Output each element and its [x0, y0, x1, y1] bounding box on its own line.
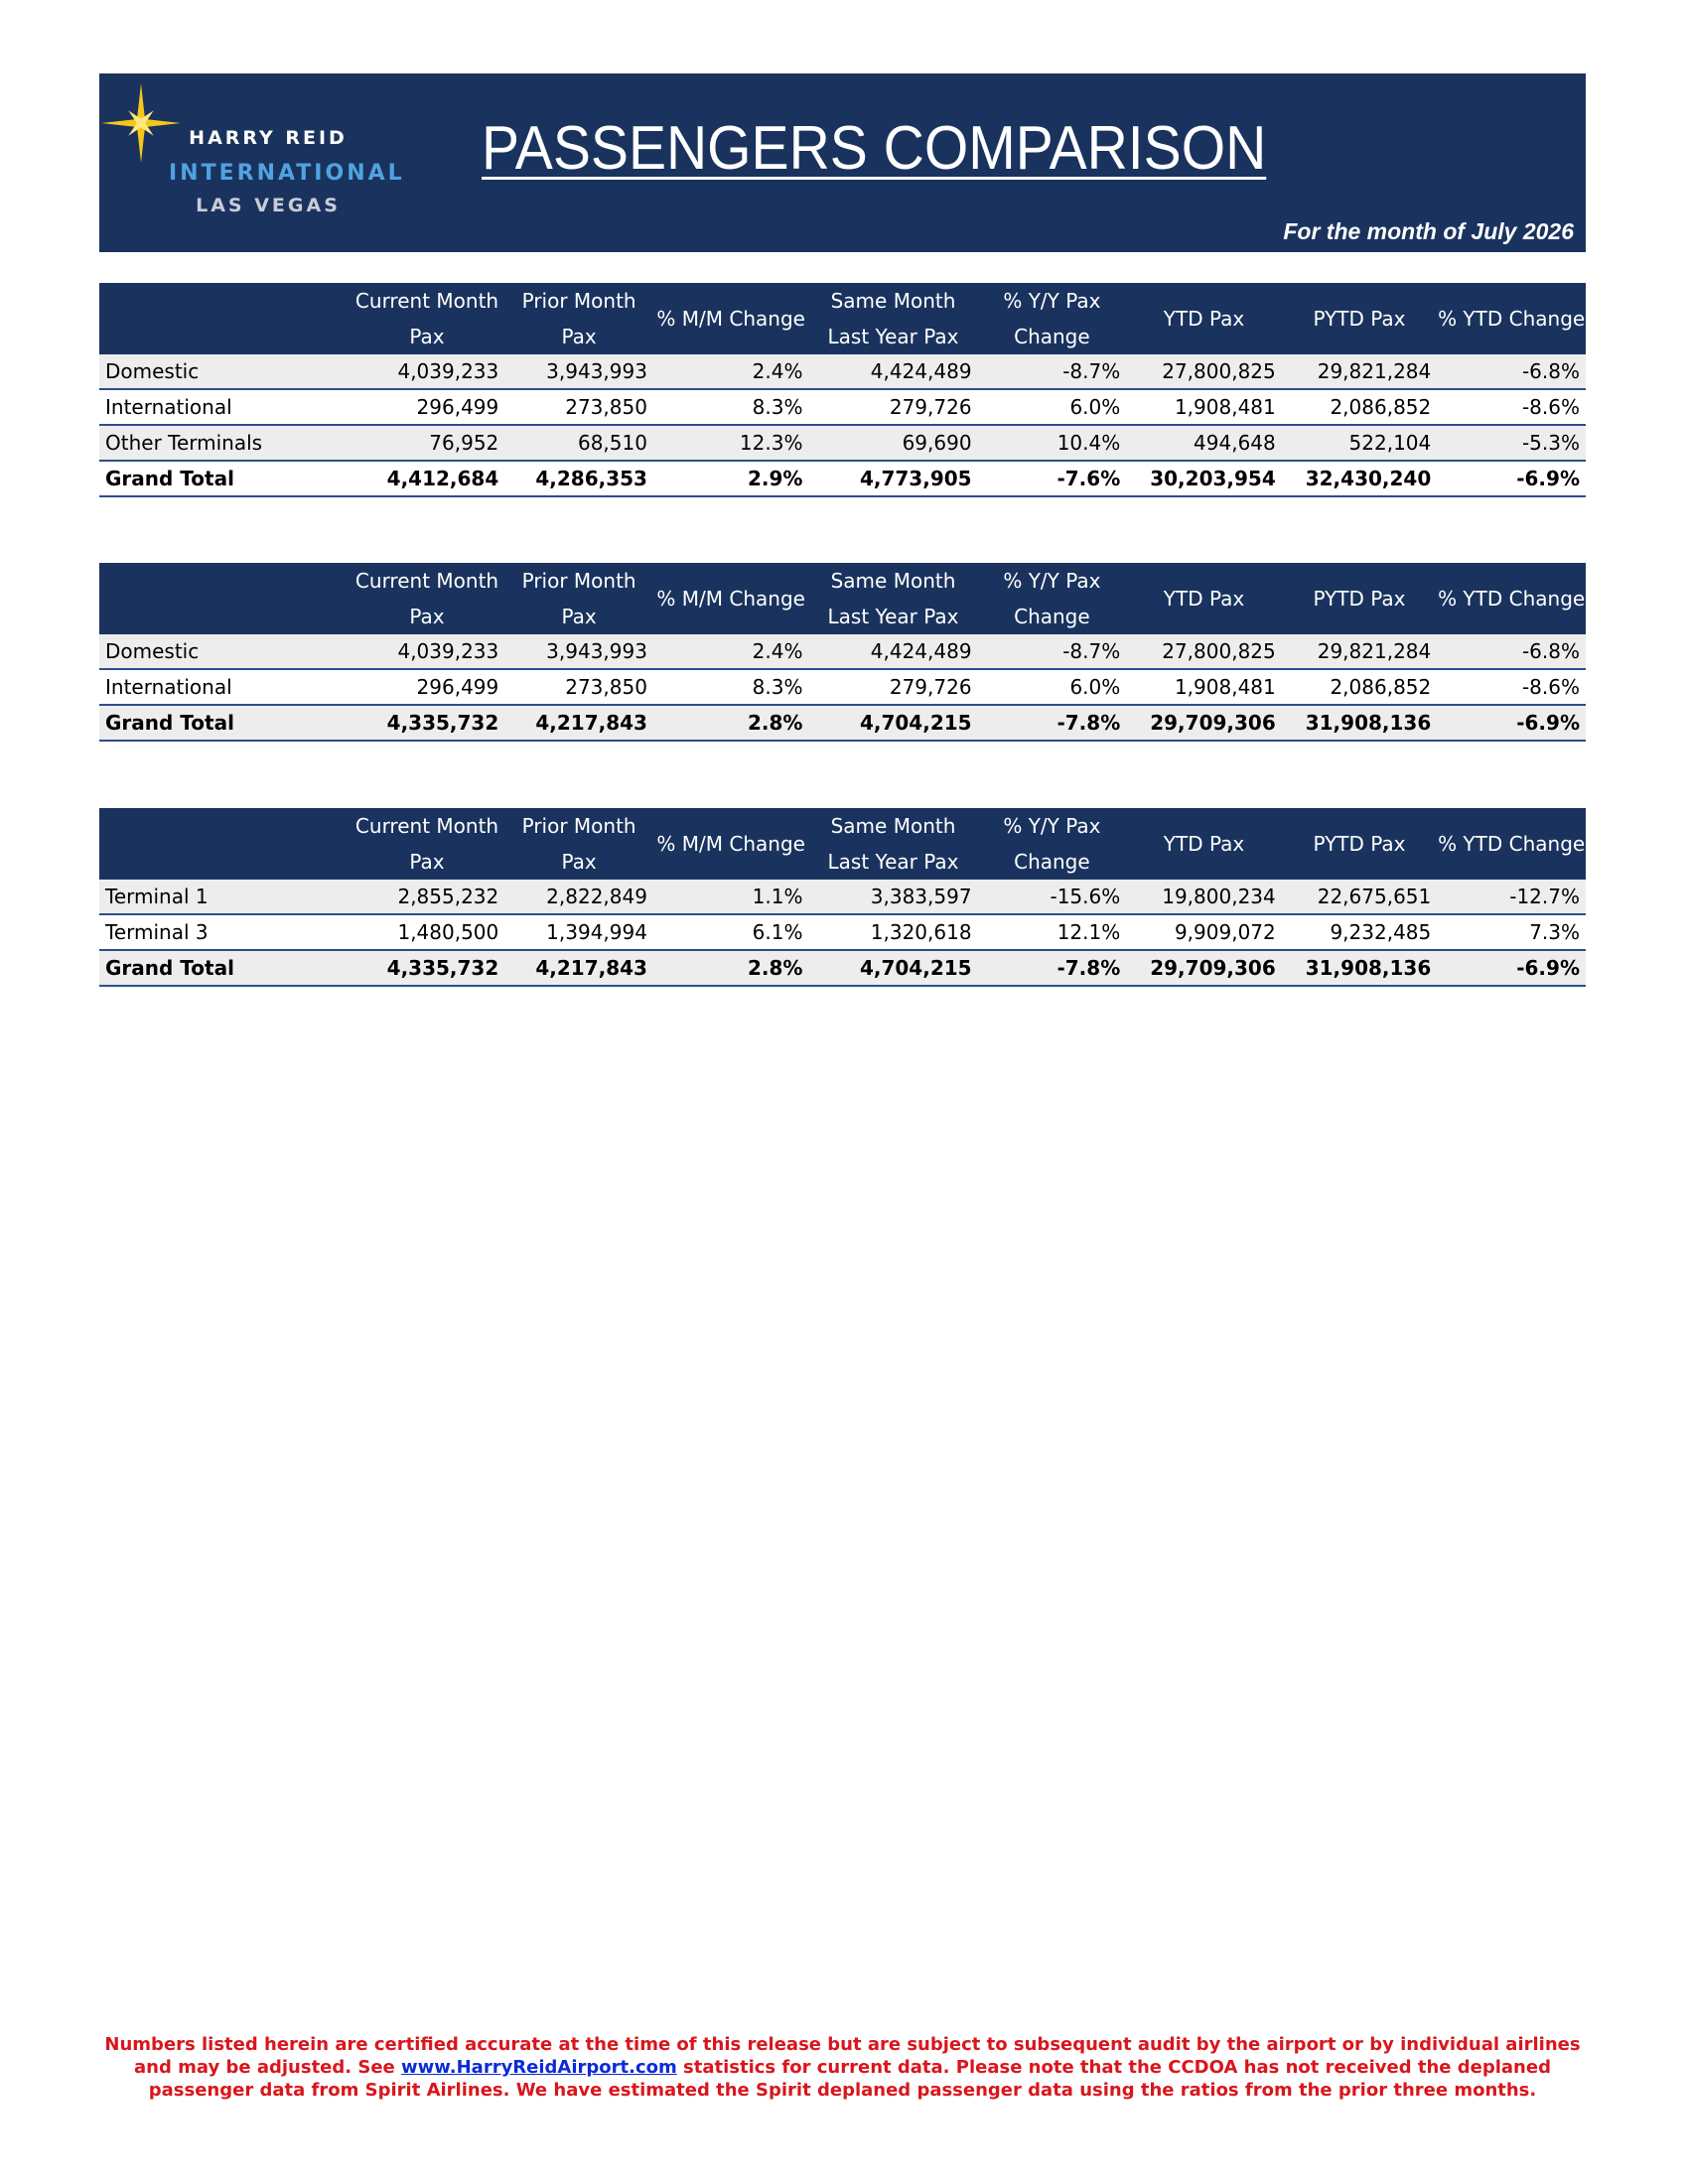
passengers-table-by-terminal — [99, 808, 1586, 987]
table-cell: 2.4% — [653, 354, 809, 389]
grand-total-cell: 31,908,136 — [1282, 950, 1438, 986]
column-header: % Y/Y Pax Change — [978, 808, 1127, 880]
column-header: YTD Pax — [1126, 283, 1282, 354]
table-cell: -8.7% — [978, 354, 1127, 389]
table-cell: 10.4% — [978, 425, 1127, 461]
table-cell: 3,943,993 — [504, 354, 653, 389]
table-cell: 6.1% — [653, 914, 809, 950]
row-label: Domestic — [99, 354, 350, 389]
table-cell: 273,850 — [504, 389, 653, 425]
column-header: % Y/Y Pax Change — [978, 563, 1127, 634]
grand-total-cell: 30,203,954 — [1126, 461, 1282, 496]
disclaimer-text-1: Numbers listed herein are certified accurate at the time of this release but are subject to subsequent audit by the airport or by individual airlines and may be adjusted. See — [104, 2034, 1581, 2078]
grand-total-cell: 2.8% — [653, 950, 809, 986]
grand-total-cell: 4,335,732 — [350, 705, 505, 741]
report-period: For the month of July 2026 — [1283, 218, 1574, 244]
table-cell: 1,480,500 — [350, 914, 505, 950]
column-header: % M/M Change — [653, 808, 809, 880]
table-row — [99, 914, 1586, 950]
grand-total-cell: 29,709,306 — [1126, 705, 1282, 741]
column-header: Prior Month Pax — [504, 563, 653, 634]
grand-total-cell: 4,217,843 — [504, 950, 653, 986]
table-cell: 12.3% — [653, 425, 809, 461]
column-header: % Y/Y Pax Change — [978, 283, 1127, 354]
column-header: % YTD Change — [1437, 283, 1586, 354]
table-cell: -12.7% — [1437, 880, 1586, 914]
table-header-row — [99, 808, 1586, 880]
table-cell: 27,800,825 — [1126, 354, 1282, 389]
grand-total-cell: 32,430,240 — [1282, 461, 1438, 496]
header-cell-blank — [99, 283, 350, 354]
table-cell: 8.3% — [653, 669, 809, 705]
table-cell: -8.6% — [1437, 669, 1586, 705]
grand-total-row — [99, 461, 1586, 496]
table-cell: 279,726 — [808, 389, 977, 425]
grand-total-cell: 2.8% — [653, 705, 809, 741]
row-label: International — [99, 389, 350, 425]
table-cell: 9,232,485 — [1282, 914, 1438, 950]
table-cell: -6.8% — [1437, 634, 1586, 669]
grand-total-cell: -6.9% — [1437, 705, 1586, 741]
column-header: % YTD Change — [1437, 808, 1586, 880]
table-cell: 1,908,481 — [1126, 669, 1282, 705]
grand-total-label: Grand Total — [99, 950, 350, 986]
header-cell-blank — [99, 808, 350, 880]
grand-total-row — [99, 950, 1586, 986]
grand-total-cell: 29,709,306 — [1126, 950, 1282, 986]
column-header: Current Month Pax — [350, 808, 505, 880]
airport-website-link[interactable]: www.HarryReidAirport.com — [401, 2057, 677, 2078]
table-cell: 2,822,849 — [504, 880, 653, 914]
table-cell: 29,821,284 — [1282, 354, 1438, 389]
table-cell: 522,104 — [1282, 425, 1438, 461]
table-row — [99, 354, 1586, 389]
column-header: % M/M Change — [653, 283, 809, 354]
grand-total-cell: 4,286,353 — [504, 461, 653, 496]
column-header: Current Month Pax — [350, 563, 505, 634]
table-cell: 2,086,852 — [1282, 389, 1438, 425]
grand-total-cell: -7.8% — [978, 705, 1127, 741]
table-cell: 4,424,489 — [808, 634, 977, 669]
column-header: % M/M Change — [653, 563, 809, 634]
table-cell: 1,908,481 — [1126, 389, 1282, 425]
passengers-table-domestic-international — [99, 563, 1586, 742]
table-row — [99, 880, 1586, 914]
table-cell: 3,383,597 — [808, 880, 977, 914]
column-header: PYTD Pax — [1282, 283, 1438, 354]
table-cell: -6.8% — [1437, 354, 1586, 389]
table-cell: 22,675,651 — [1282, 880, 1438, 914]
table-cell: 4,039,233 — [350, 354, 505, 389]
column-header: Prior Month Pax — [504, 283, 653, 354]
table-cell: 6.0% — [978, 669, 1127, 705]
table-header-row — [99, 563, 1586, 634]
table-cell: 4,424,489 — [808, 354, 977, 389]
table-cell: -8.7% — [978, 634, 1127, 669]
grand-total-cell: 4,412,684 — [350, 461, 505, 496]
table-cell: -8.6% — [1437, 389, 1586, 425]
row-label: International — [99, 669, 350, 705]
table-cell: 69,690 — [808, 425, 977, 461]
grand-total-cell: -6.9% — [1437, 461, 1586, 496]
grand-total-cell: -6.9% — [1437, 950, 1586, 986]
column-header: YTD Pax — [1126, 563, 1282, 634]
table-cell: 76,952 — [350, 425, 505, 461]
table-cell: 2,086,852 — [1282, 669, 1438, 705]
table-cell: 27,800,825 — [1126, 634, 1282, 669]
table-row — [99, 389, 1586, 425]
table-row — [99, 669, 1586, 705]
table-cell: 4,039,233 — [350, 634, 505, 669]
grand-total-cell: -7.8% — [978, 950, 1127, 986]
table-cell: 7.3% — [1437, 914, 1586, 950]
table-cell: 2.4% — [653, 634, 809, 669]
row-label: Terminal 1 — [99, 880, 350, 914]
header-cell-blank — [99, 563, 350, 634]
table-cell: 296,499 — [350, 389, 505, 425]
logo-line-1: HARRY REID — [189, 127, 348, 149]
table-cell: 279,726 — [808, 669, 977, 705]
column-header: YTD Pax — [1126, 808, 1282, 880]
column-header: % YTD Change — [1437, 563, 1586, 634]
row-label: Domestic — [99, 634, 350, 669]
column-header: Same Month Last Year Pax — [808, 808, 977, 880]
table-cell: 273,850 — [504, 669, 653, 705]
column-header: Current Month Pax — [350, 283, 505, 354]
column-header: Same Month Last Year Pax — [808, 283, 977, 354]
table-header-row — [99, 283, 1586, 354]
table-cell: 6.0% — [978, 389, 1127, 425]
grand-total-cell: 4,217,843 — [504, 705, 653, 741]
table-cell: 1,394,994 — [504, 914, 653, 950]
star-icon — [101, 83, 181, 163]
table-cell: 68,510 — [504, 425, 653, 461]
grand-total-cell: 4,704,215 — [808, 950, 977, 986]
disclaimer-note — [99, 2033, 1586, 2102]
table-cell: 494,648 — [1126, 425, 1282, 461]
logo-line-2: INTERNATIONAL — [169, 161, 405, 186]
table-cell: 19,800,234 — [1126, 880, 1282, 914]
page-title: PASSENGERS COMPARISON — [482, 114, 1267, 183]
table-cell: 1.1% — [653, 880, 809, 914]
table-cell: 2,855,232 — [350, 880, 505, 914]
grand-total-cell: 4,335,732 — [350, 950, 505, 986]
table-cell: 9,909,072 — [1126, 914, 1282, 950]
table-cell: 1,320,618 — [808, 914, 977, 950]
grand-total-cell: 4,773,905 — [808, 461, 977, 496]
grand-total-cell: 2.9% — [653, 461, 809, 496]
table-cell: 12.1% — [978, 914, 1127, 950]
grand-total-label: Grand Total — [99, 705, 350, 741]
table-cell: 296,499 — [350, 669, 505, 705]
table-row — [99, 425, 1586, 461]
logo-line-3: LAS VEGAS — [196, 195, 341, 216]
column-header: Prior Month Pax — [504, 808, 653, 880]
row-label: Terminal 3 — [99, 914, 350, 950]
table-row — [99, 634, 1586, 669]
grand-total-cell: -7.6% — [978, 461, 1127, 496]
disclaimer-text-2: statistics for current data. Please note that the CCDOA has not received the deplaned passenger data from Spirit Airlines. We have estimated the Spirit deplaned passenger data using the ratios from the prior three months. — [148, 2057, 1551, 2101]
report-header — [99, 73, 1586, 252]
grand-total-cell: 4,704,215 — [808, 705, 977, 741]
table-cell: -5.3% — [1437, 425, 1586, 461]
column-header: Same Month Last Year Pax — [808, 563, 977, 634]
column-header: PYTD Pax — [1282, 563, 1438, 634]
passengers-table-by-type — [99, 283, 1586, 497]
grand-total-cell: 31,908,136 — [1282, 705, 1438, 741]
table-cell: 8.3% — [653, 389, 809, 425]
grand-total-row — [99, 705, 1586, 741]
row-label: Other Terminals — [99, 425, 350, 461]
column-header: PYTD Pax — [1282, 808, 1438, 880]
table-cell: 29,821,284 — [1282, 634, 1438, 669]
grand-total-label: Grand Total — [99, 461, 350, 496]
table-cell: 3,943,993 — [504, 634, 653, 669]
table-cell: -15.6% — [978, 880, 1127, 914]
